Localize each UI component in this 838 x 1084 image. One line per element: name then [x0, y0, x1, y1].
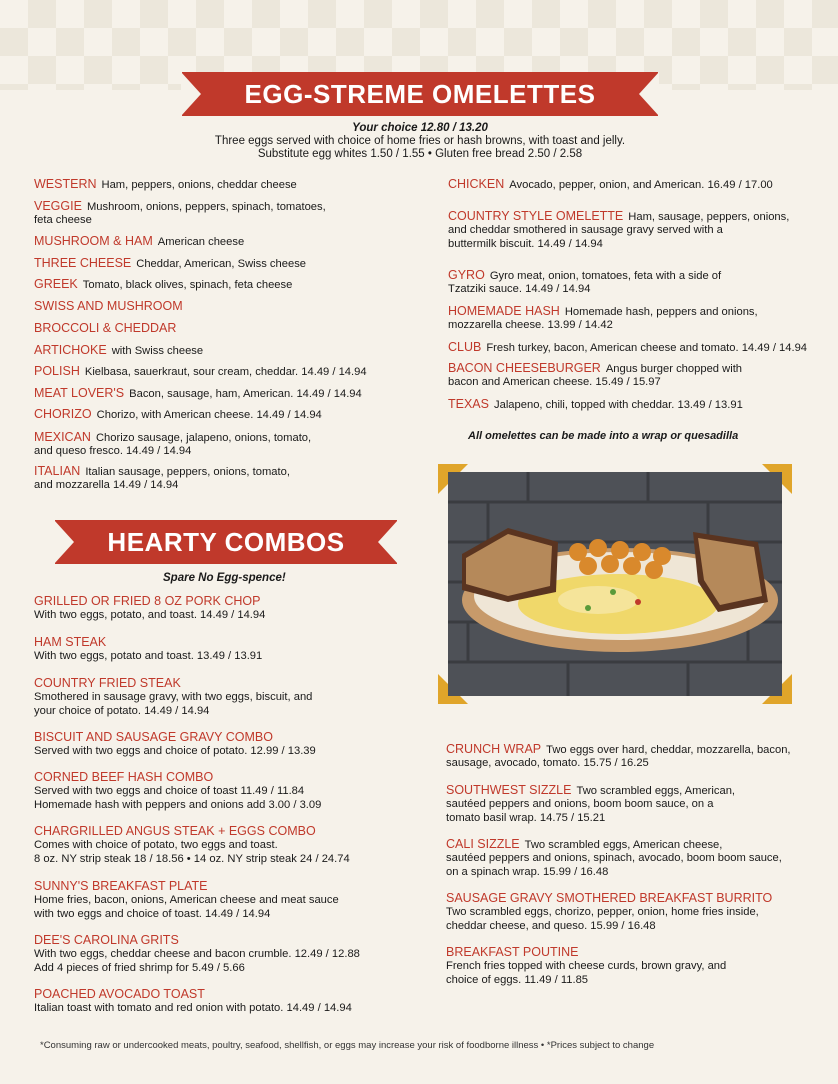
item-name: HAM STEAK: [34, 635, 107, 649]
combos-tagline: Spare No Egg-spence!: [163, 572, 286, 584]
item-name: TEXAS: [448, 397, 489, 411]
item-desc: Homemade hash, peppers and onions,: [564, 306, 758, 318]
item-name: MEAT LOVER'S: [34, 386, 125, 400]
menu-item: [34, 365, 367, 379]
item-name: SOUTHWEST SIZZLE: [446, 783, 572, 797]
item-desc: with Swiss cheese: [111, 345, 204, 357]
menu-item: [448, 210, 789, 251]
menu-item: [34, 465, 290, 493]
item-desc: Gyro meat, onion, tomatoes, feta with a side of: [489, 270, 722, 282]
item-desc: Smothered in sausage gravy, with two eggs, biscuit, and: [34, 691, 313, 704]
item-desc: Angus burger chopped with: [605, 363, 743, 375]
item-name: SWISS AND MUSHROOM: [34, 299, 183, 313]
menu-item: [34, 200, 326, 228]
menu-item: [34, 934, 360, 975]
item-desc: Two scrambled eggs, chorizo, pepper, onion, home fries inside,: [446, 906, 759, 919]
item-desc: and mozzarella 14.49 / 14.94: [34, 479, 179, 492]
item-desc: Two eggs over hard, cheddar, mozzarella, bacon,: [546, 744, 791, 756]
item-name: CHORIZO: [34, 407, 92, 421]
item-name: CHICKEN: [448, 177, 505, 191]
item-name: BREAKFAST POUTINE: [446, 945, 579, 959]
menu-item: [34, 257, 306, 271]
item-desc: sautéed peppers and onions, boom boom sauce, on a: [446, 798, 714, 811]
item-name: VEGGIE: [34, 199, 82, 213]
menu-item: [34, 178, 297, 192]
menu-item: [448, 178, 773, 192]
item-desc: cheddar cheese, and queso. 15.99 / 16.48: [446, 919, 656, 932]
item-name: SAUSAGE GRAVY SMOTHERED BREAKFAST BURRITO: [446, 891, 773, 905]
item-desc: Kielbasa, sauerkraut, sour cream, cheddar. 14.49 / 14.94: [84, 366, 367, 378]
item-name: HOMEMADE HASH: [448, 304, 560, 318]
item-desc: and cheddar smothered in sausage gravy served with a: [448, 224, 723, 237]
item-desc: sausage, avocado, tomato. 15.75 / 16.25: [446, 757, 649, 770]
item-desc: feta cheese: [34, 214, 92, 227]
menu-item: [448, 398, 743, 412]
item-name: MUSHROOM & HAM: [34, 234, 153, 248]
item-desc: Bacon, sausage, ham, American. 14.49 / 14.94: [129, 388, 362, 400]
item-desc: with two eggs and choice of toast. 14.49 / 14.94: [34, 907, 271, 920]
item-desc: Served with two eggs and choice of potato. 12.99 / 13.39: [34, 745, 316, 758]
item-name: ARTICHOKE: [34, 343, 107, 357]
item-desc: your choice of potato. 14.49 / 14.94: [34, 704, 210, 717]
item-desc: With two eggs, potato and toast. 13.49 / 13.91: [34, 650, 263, 663]
menu-item: [446, 946, 726, 987]
item-desc: With two eggs, cheddar cheese and bacon crumble. 12.49 / 12.88: [34, 948, 360, 961]
item-name: POACHED AVOCADO TOAST: [34, 987, 205, 1001]
omelette-plate-illustration: [448, 472, 782, 696]
item-name: COUNTRY STYLE OMELETTE: [448, 209, 624, 223]
item-name: MEXICAN: [34, 430, 91, 444]
item-desc: Homemade hash with peppers and onions add 3.00 / 3.09: [34, 798, 322, 811]
menu-item: [446, 892, 777, 933]
menu-item: [446, 784, 735, 825]
item-name: GRILLED OR FRIED 8 OZ PORK CHOP: [34, 594, 261, 608]
item-name: BACON CHEESEBURGER: [448, 361, 601, 375]
item-desc: Chorizo, with American cheese. 14.49 / 14.94: [96, 409, 322, 421]
item-name: CORNED BEEF HASH COMBO: [34, 770, 214, 784]
menu-item: [34, 278, 292, 292]
menu-item: [448, 362, 742, 390]
menu-item: [448, 269, 721, 297]
menu-item: [34, 731, 316, 759]
item-name: THREE CHEESE: [34, 256, 132, 270]
menu-item: [34, 771, 321, 812]
item-desc: choice of eggs. 11.49 / 11.85: [446, 973, 589, 986]
item-desc: Italian sausage, peppers, onions, tomato,: [85, 466, 290, 478]
menu-item: [34, 880, 339, 921]
combos-banner: HEARTY COMBOS: [55, 520, 397, 564]
item-name: BROCCOLI & CHEDDAR: [34, 321, 177, 335]
item-desc: sautéed peppers and onions, spinach, avocado, boom boom sauce,: [446, 852, 782, 865]
item-desc: tomato basil wrap. 14.75 / 15.21: [446, 811, 606, 824]
item-desc: American cheese: [157, 236, 245, 248]
item-desc: Home fries, bacon, onions, American cheese and meat sauce: [34, 894, 339, 907]
menu-item: [34, 595, 265, 623]
menu-item: [34, 988, 352, 1016]
menu-item: [34, 300, 188, 314]
footer-disclaimer: *Consuming raw or undercooked meats, poultry, seafood, shellfish, or eggs may increase your risk of foodborne illness • *Prices subject to change: [40, 1040, 655, 1051]
item-desc: Ham, sausage, peppers, onions,: [628, 211, 790, 223]
item-desc: French fries topped with cheese curds, brown gravy, and: [446, 960, 727, 973]
item-desc: Served with two eggs and choice of toast 11.49 / 11.84: [34, 785, 305, 798]
menu-item: [34, 344, 203, 358]
item-name: CRUNCH WRAP: [446, 742, 542, 756]
item-name: WESTERN: [34, 177, 97, 191]
menu-item: [34, 636, 262, 664]
item-desc: Cheddar, American, Swiss cheese: [136, 258, 307, 270]
omelettes-choice: Your choice 12.80 / 13.20: [352, 122, 488, 134]
item-desc: Avocado, pepper, onion, and American. 16.49 / 17.00: [509, 179, 773, 191]
item-name: CLUB: [448, 340, 482, 354]
item-name: CHARGRILLED ANGUS STEAK + EGGS COMBO: [34, 824, 316, 838]
item-desc: With two eggs, potato, and toast. 14.49 / 14.94: [34, 609, 266, 622]
omelettes-intro: [150, 122, 690, 161]
item-desc: Two scrambled eggs, American cheese,: [524, 839, 723, 851]
menu-item: [34, 235, 244, 249]
item-desc: Chorizo sausage, jalapeno, onions, tomato,: [95, 432, 312, 444]
item-name: POLISH: [34, 364, 80, 378]
item-desc: Italian toast with tomato and red onion with potato. 14.49 / 14.94: [34, 1002, 352, 1015]
item-name: BISCUIT AND SAUSAGE GRAVY COMBO: [34, 730, 273, 744]
item-name: GREEK: [34, 277, 78, 291]
item-name: COUNTRY FRIED STEAK: [34, 676, 181, 690]
menu-item: [446, 743, 791, 771]
menu-item: [34, 677, 312, 718]
item-name: SUNNY'S BREAKFAST PLATE: [34, 879, 208, 893]
item-desc: bacon and American cheese. 15.49 / 15.97: [448, 376, 661, 389]
item-name: ITALIAN: [34, 464, 81, 478]
item-desc: on a spinach wrap. 15.99 / 16.48: [446, 865, 609, 878]
item-desc: Two scrambled eggs, American,: [576, 785, 736, 797]
omelette-photo: [438, 464, 792, 704]
item-desc: 8 oz. NY strip steak 18 / 18.56 • 14 oz. NY strip steak 24 / 24.74: [34, 852, 350, 865]
menu-item: [34, 431, 311, 459]
item-desc: Tzatziki sauce. 14.49 / 14.94: [448, 283, 591, 296]
menu-item: [34, 408, 322, 422]
item-desc: Add 4 pieces of fried shrimp for 5.49 / 5.66: [34, 961, 245, 974]
menu-item: [34, 825, 350, 866]
item-name: GYRO: [448, 268, 485, 282]
menu-item: [34, 387, 362, 401]
food-image: [448, 472, 782, 696]
item-desc: Tomato, black olives, spinach, feta cheese: [82, 279, 293, 291]
item-name: CALI SIZZLE: [446, 837, 520, 851]
item-desc: Ham, peppers, onions, cheddar cheese: [101, 179, 297, 191]
item-desc: Mushroom, onions, peppers, spinach, tomatoes,: [86, 201, 326, 213]
menu-item: [446, 838, 782, 879]
item-desc: Comes with choice of potato, two eggs and toast.: [34, 839, 278, 852]
item-desc: and queso fresco. 14.49 / 14.94: [34, 445, 192, 458]
item-desc: Jalapeno, chili, topped with cheddar. 13.49 / 13.91: [494, 399, 743, 411]
item-desc: buttermilk biscuit. 14.49 / 14.94: [448, 237, 603, 250]
menu-item: [448, 305, 758, 333]
item-desc: Fresh turkey, bacon, American cheese and tomato. 14.49 / 14.94: [486, 342, 808, 354]
menu-item: [448, 341, 807, 355]
menu-item: [34, 322, 181, 336]
omelettes-substitutes: Substitute egg whites 1.50 / 1.55 • Gluten free bread 2.50 / 2.58: [257, 148, 583, 160]
omelettes-banner: EGG-STREME OMELETTES: [182, 72, 658, 116]
item-name: DEE'S CAROLINA GRITS: [34, 933, 179, 947]
omelettes-desc: Three eggs served with choice of home fries or hash browns, with toast and jelly.: [214, 135, 626, 147]
wrap-note: All omelettes can be made into a wrap or quesadilla: [468, 430, 739, 442]
item-desc: mozzarella cheese. 13.99 / 14.42: [448, 319, 613, 332]
